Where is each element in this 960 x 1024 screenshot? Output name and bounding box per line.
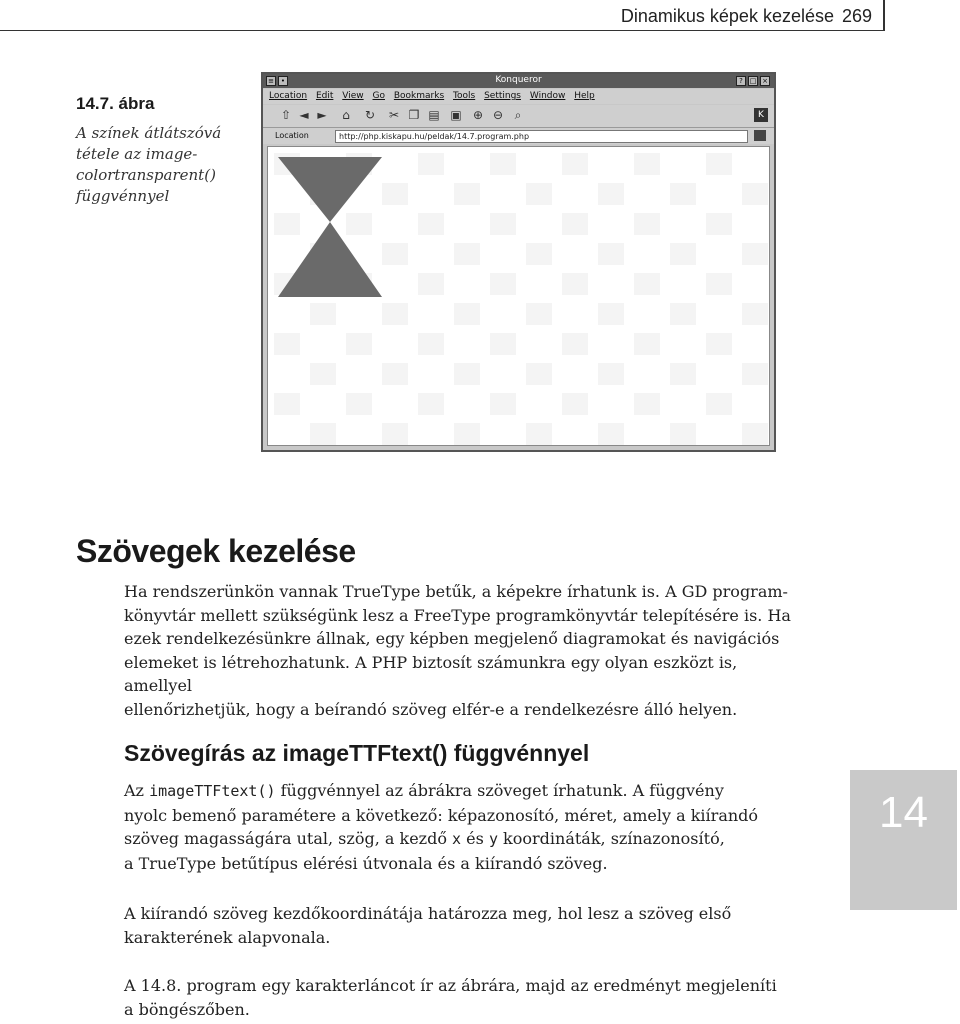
background-tile bbox=[418, 213, 444, 235]
text-line bbox=[124, 827, 804, 852]
background-tile bbox=[346, 333, 372, 355]
location-label: Location bbox=[275, 131, 309, 140]
background-tile bbox=[598, 243, 624, 265]
back-icon[interactable]: ◄ bbox=[299, 108, 309, 122]
figure-number: 14.7. ábra bbox=[76, 94, 155, 113]
text-span: koordináták, színazonosító, bbox=[497, 829, 725, 848]
konqueror-logo-icon: K bbox=[754, 108, 768, 122]
running-header bbox=[0, 0, 960, 32]
header-vertical-rule bbox=[883, 0, 885, 31]
background-tile bbox=[634, 273, 660, 295]
background-tile bbox=[490, 213, 516, 235]
background-tile bbox=[454, 243, 480, 265]
background-tile bbox=[490, 273, 516, 295]
background-tile bbox=[670, 363, 696, 385]
background-tile bbox=[454, 363, 480, 385]
zoom-in-icon[interactable]: ⊕ bbox=[472, 108, 484, 122]
menu-settings[interactable]: Settings bbox=[484, 91, 521, 101]
intro-paragraph bbox=[124, 580, 804, 721]
header-rule bbox=[0, 30, 884, 31]
copy-icon[interactable]: ❐ bbox=[408, 108, 420, 122]
print-icon[interactable]: ▣ bbox=[450, 108, 462, 122]
menu-bookmarks[interactable]: Bookmarks bbox=[393, 91, 445, 101]
chapter-number: 14 bbox=[879, 788, 928, 837]
paste-icon[interactable]: ▤ bbox=[428, 108, 440, 122]
background-tile bbox=[526, 183, 552, 205]
caption-line: colortransparent() bbox=[76, 166, 216, 184]
background-tile bbox=[598, 423, 624, 445]
menu-tools[interactable]: Tools bbox=[453, 91, 476, 101]
program-paragraph bbox=[124, 974, 804, 1021]
page-viewport bbox=[267, 146, 770, 446]
sticky-icon[interactable]: • bbox=[278, 76, 288, 86]
text-span: szöveg magasságára utal, szög, a kezdő bbox=[124, 829, 453, 848]
function-paragraph bbox=[124, 779, 804, 875]
background-tile bbox=[418, 273, 444, 295]
background-tile bbox=[490, 393, 516, 415]
go-icon[interactable] bbox=[754, 130, 766, 141]
background-tile bbox=[598, 303, 624, 325]
window-titlebar bbox=[263, 74, 774, 88]
running-title: Dinamikus képek kezelése bbox=[620, 6, 834, 26]
text-line: a böngészőben. bbox=[124, 999, 250, 1019]
text-line: könyvtár mellett szükségünk lesz a FreeType programkönyvtár telepítésére is. Ha bbox=[124, 605, 791, 625]
menu-go[interactable]: Go bbox=[372, 91, 385, 101]
background-tile bbox=[490, 333, 516, 355]
location-bar bbox=[263, 128, 774, 144]
figure-caption bbox=[76, 123, 246, 207]
menu-bar bbox=[263, 89, 774, 104]
background-tile bbox=[382, 423, 408, 445]
background-tile bbox=[418, 333, 444, 355]
text-span: függvénnyel az ábrákra szöveget írhatunk. A függvény bbox=[275, 781, 724, 800]
background-tile bbox=[562, 273, 588, 295]
background-tile bbox=[562, 333, 588, 355]
caption-line: függvénnyel bbox=[76, 187, 170, 205]
menu-help[interactable]: Help bbox=[574, 91, 595, 101]
background-tile bbox=[382, 243, 408, 265]
menu-view[interactable]: View bbox=[342, 91, 364, 101]
background-tile bbox=[562, 153, 588, 175]
background-tile bbox=[382, 303, 408, 325]
text-line: Ha rendszerünkön vannak TrueType betűk, a képekre írhatunk is. A GD program- bbox=[124, 582, 788, 601]
cut-icon[interactable]: ✂ bbox=[388, 108, 400, 122]
background-tile bbox=[634, 333, 660, 355]
background-tile bbox=[382, 183, 408, 205]
background-tile bbox=[454, 303, 480, 325]
background-tile bbox=[310, 363, 336, 385]
background-tile bbox=[706, 333, 732, 355]
background-tile bbox=[706, 153, 732, 175]
background-tile bbox=[526, 303, 552, 325]
background-tile bbox=[274, 393, 300, 415]
background-tile bbox=[706, 273, 732, 295]
background-tile bbox=[742, 303, 768, 325]
browser-toolbar bbox=[263, 105, 774, 128]
y-code: y bbox=[488, 830, 498, 848]
background-tile bbox=[418, 393, 444, 415]
background-tile bbox=[634, 393, 660, 415]
text-line: karakterének alapvonala. bbox=[124, 927, 331, 947]
background-tile bbox=[670, 303, 696, 325]
text-line bbox=[124, 779, 804, 804]
background-tile bbox=[418, 153, 444, 175]
background-tile bbox=[670, 243, 696, 265]
x-code: x bbox=[452, 830, 462, 848]
background-tile bbox=[310, 303, 336, 325]
background-tile bbox=[526, 363, 552, 385]
background-tile bbox=[454, 423, 480, 445]
background-tile bbox=[706, 213, 732, 235]
background-tile bbox=[346, 393, 372, 415]
background-tile bbox=[526, 243, 552, 265]
background-tile bbox=[670, 423, 696, 445]
baseline-paragraph bbox=[124, 902, 804, 949]
up-icon[interactable]: ⇧ bbox=[280, 108, 292, 122]
menu-window[interactable]: Window bbox=[529, 91, 566, 101]
browser-screenshot bbox=[261, 72, 776, 452]
background-tile bbox=[310, 423, 336, 445]
background-tile bbox=[382, 363, 408, 385]
background-tile bbox=[742, 243, 768, 265]
background-tile bbox=[706, 393, 732, 415]
text-line: A 14.8. program egy karakterláncot ír az ábrára, majd az eredményt megjeleníti bbox=[124, 976, 777, 995]
text-line: ezek rendelkezésünkre állnak, egy képben megjelenő diagramokat és navigációs bbox=[124, 629, 780, 648]
background-tile bbox=[742, 363, 768, 385]
text-span: és bbox=[461, 829, 489, 848]
background-tile bbox=[454, 183, 480, 205]
text-line: A kiírandó szöveg kezdőkoordinátája határozza meg, hol lesz a szöveg első bbox=[124, 904, 732, 923]
lock-icon[interactable]: ⌕ bbox=[514, 108, 522, 122]
background-tile bbox=[742, 423, 768, 445]
text-line: elemeket is létrehozhatunk. A PHP biztosít számunkra egy olyan eszközt is, amellyel bbox=[124, 652, 738, 695]
image-canvas bbox=[268, 147, 770, 446]
menu-location[interactable]: Location bbox=[269, 91, 308, 101]
background-tile bbox=[274, 333, 300, 355]
background-tile bbox=[562, 393, 588, 415]
text-line: nyolc bemenő paramétere a következő: képazonosító, méret, amely a kiírandó bbox=[124, 805, 759, 825]
background-tile bbox=[526, 423, 552, 445]
section-title: Szövegek kezelése bbox=[76, 533, 356, 569]
url-input[interactable]: http://php.kiskapu.hu/peldak/14.7.program.php bbox=[335, 130, 748, 143]
reload-icon[interactable]: ↻ bbox=[364, 108, 376, 122]
background-tile bbox=[346, 213, 372, 235]
page-number: 269 bbox=[842, 6, 873, 26]
forward-icon[interactable]: ► bbox=[317, 108, 327, 122]
background-tile bbox=[274, 213, 300, 235]
window-menu-icon[interactable]: ≡ bbox=[266, 76, 276, 86]
caption-line: tétele az image- bbox=[76, 145, 198, 163]
caption-line: A színek átlátszóvá bbox=[76, 124, 222, 142]
close-icon[interactable]: × bbox=[760, 76, 770, 86]
background-tile bbox=[490, 153, 516, 175]
function-name-code: imageTTFtext() bbox=[149, 782, 276, 800]
window-title: Konqueror bbox=[495, 75, 542, 85]
help-icon[interactable]: ? bbox=[736, 76, 746, 86]
background-tile bbox=[598, 183, 624, 205]
chapter-tab bbox=[850, 770, 957, 910]
menu-edit[interactable]: Edit bbox=[315, 91, 334, 101]
background-tile bbox=[670, 183, 696, 205]
background-tile bbox=[598, 363, 624, 385]
text-span: Az bbox=[124, 781, 150, 800]
maximize-icon[interactable]: □ bbox=[749, 77, 757, 85]
background-tile bbox=[634, 213, 660, 235]
subsection-title: Szövegírás az imageTTFtext() függvénnyel bbox=[124, 740, 590, 766]
text-line: ellenőrizhetjük, hogy a beírandó szöveg elfér-e a rendelkezésre álló helyen. bbox=[124, 699, 738, 719]
background-tile bbox=[742, 183, 768, 205]
background-tile bbox=[634, 153, 660, 175]
zoom-out-icon[interactable]: ⊖ bbox=[492, 108, 504, 122]
background-tile bbox=[562, 213, 588, 235]
home-icon[interactable]: ⌂ bbox=[342, 108, 350, 122]
text-line: a TrueType betűtípus elérési útvonala és a kiírandó szöveg. bbox=[124, 853, 608, 873]
